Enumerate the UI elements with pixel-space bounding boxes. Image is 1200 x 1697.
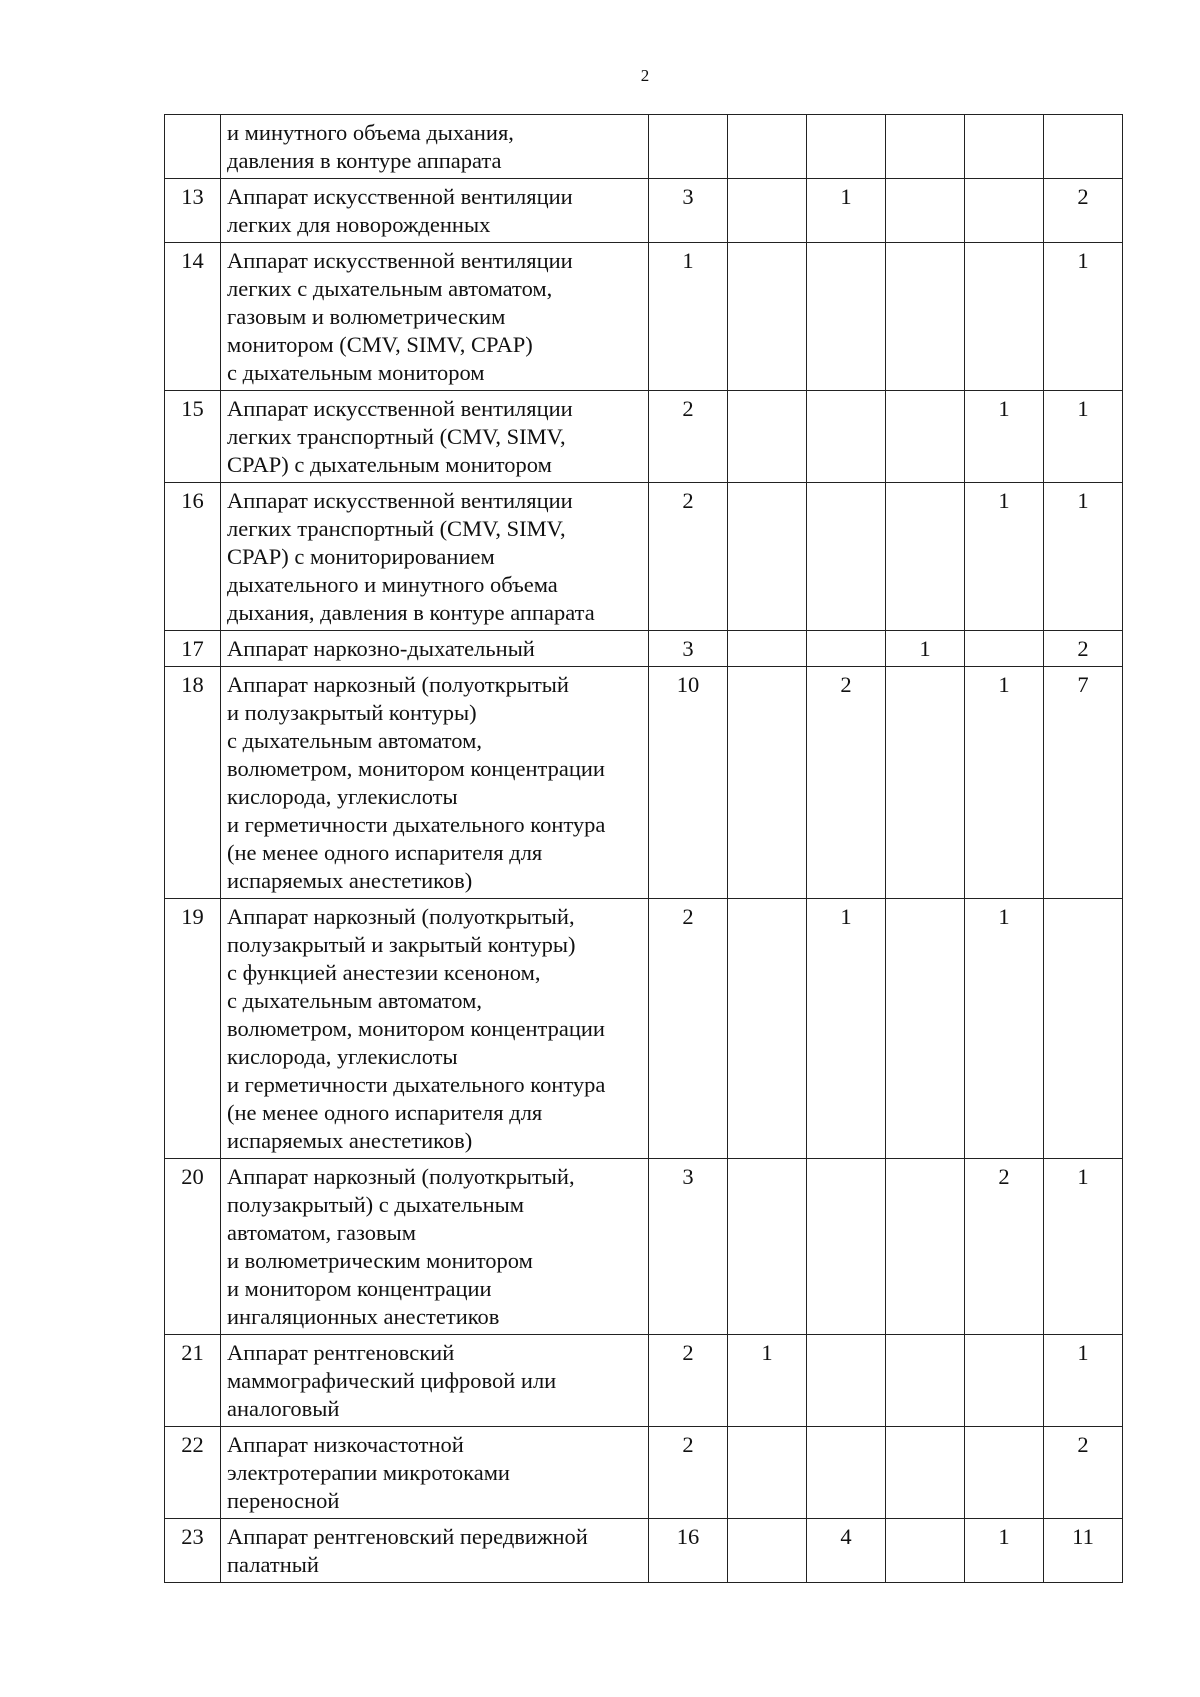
table-row <box>165 667 1123 899</box>
quantity-cell-5: 1 <box>965 899 1044 1159</box>
quantity-cell-3: 4 <box>807 1519 886 1583</box>
quantity-cell-2 <box>728 243 807 391</box>
quantity-cell-4 <box>886 115 965 179</box>
equipment-name: и минутного объема дыхания, давления в контуре аппарата <box>221 115 649 179</box>
row-number: 22 <box>165 1427 221 1519</box>
quantity-cell-3 <box>807 483 886 631</box>
quantity-cell-3 <box>807 631 886 667</box>
quantity-cell-3 <box>807 1159 886 1335</box>
quantity-cell-6: 1 <box>1044 1159 1123 1335</box>
quantity-cell-2 <box>728 115 807 179</box>
equipment-name: Аппарат наркозный (полуоткрытый и полузакрытый контуры) с дыхательным автоматом, волюметром, монитором концентрации кислорода, углекислоты и герметичности дыхательного контура (не менее одного испарителя для испаряемых анестетиков) <box>221 667 649 899</box>
table-row <box>165 483 1123 631</box>
quantity-cell-1: 3 <box>649 179 728 243</box>
quantity-cell-6: 2 <box>1044 631 1123 667</box>
quantity-cell-3 <box>807 1427 886 1519</box>
row-number: 13 <box>165 179 221 243</box>
row-number: 17 <box>165 631 221 667</box>
quantity-cell-5: 1 <box>965 483 1044 631</box>
quantity-cell-4 <box>886 483 965 631</box>
row-number: 19 <box>165 899 221 1159</box>
quantity-cell-4 <box>886 1519 965 1583</box>
table-row <box>165 391 1123 483</box>
equipment-table <box>164 114 1123 1583</box>
quantity-cell-4 <box>886 1159 965 1335</box>
quantity-cell-6: 11 <box>1044 1519 1123 1583</box>
quantity-cell-1: 16 <box>649 1519 728 1583</box>
quantity-cell-1: 2 <box>649 483 728 631</box>
row-number <box>165 115 221 179</box>
quantity-cell-6: 7 <box>1044 667 1123 899</box>
quantity-cell-6 <box>1044 115 1123 179</box>
quantity-cell-5 <box>965 115 1044 179</box>
table-row <box>165 1427 1123 1519</box>
table-row <box>165 1335 1123 1427</box>
equipment-name: Аппарат искусственной вентиляции легких транспортный (CMV, SIMV, CPAP) с мониторированием дыхательного и минутного объема дыхания, давления в контуре аппарата <box>221 483 649 631</box>
table-row <box>165 899 1123 1159</box>
quantity-cell-3 <box>807 1335 886 1427</box>
quantity-cell-3: 1 <box>807 899 886 1159</box>
quantity-cell-5 <box>965 1335 1044 1427</box>
quantity-cell-1: 2 <box>649 391 728 483</box>
quantity-cell-3 <box>807 115 886 179</box>
equipment-name: Аппарат искусственной вентиляции легких для новорожденных <box>221 179 649 243</box>
quantity-cell-4 <box>886 243 965 391</box>
quantity-cell-3 <box>807 243 886 391</box>
quantity-cell-4 <box>886 1427 965 1519</box>
quantity-cell-5 <box>965 1427 1044 1519</box>
quantity-cell-6: 1 <box>1044 391 1123 483</box>
quantity-cell-6: 1 <box>1044 1335 1123 1427</box>
equipment-name: Аппарат искусственной вентиляции легких транспортный (CMV, SIMV, CPAP) с дыхательным монитором <box>221 391 649 483</box>
row-number: 23 <box>165 1519 221 1583</box>
quantity-cell-2: 1 <box>728 1335 807 1427</box>
quantity-cell-6: 1 <box>1044 483 1123 631</box>
quantity-cell-4 <box>886 179 965 243</box>
row-number: 15 <box>165 391 221 483</box>
quantity-cell-3: 2 <box>807 667 886 899</box>
quantity-cell-1: 3 <box>649 631 728 667</box>
quantity-cell-6 <box>1044 899 1123 1159</box>
table-row <box>165 631 1123 667</box>
quantity-cell-2 <box>728 631 807 667</box>
table-row <box>165 179 1123 243</box>
quantity-cell-6: 2 <box>1044 1427 1123 1519</box>
equipment-name: Аппарат рентгеновский передвижной палатный <box>221 1519 649 1583</box>
quantity-cell-5: 2 <box>965 1159 1044 1335</box>
quantity-cell-5: 1 <box>965 391 1044 483</box>
quantity-cell-1 <box>649 115 728 179</box>
quantity-cell-5 <box>965 179 1044 243</box>
quantity-cell-1: 2 <box>649 899 728 1159</box>
quantity-cell-2 <box>728 1159 807 1335</box>
quantity-cell-1: 10 <box>649 667 728 899</box>
quantity-cell-5: 1 <box>965 667 1044 899</box>
quantity-cell-5 <box>965 243 1044 391</box>
row-number: 18 <box>165 667 221 899</box>
page-number: 2 <box>640 66 650 85</box>
table-row <box>165 1159 1123 1335</box>
quantity-cell-1: 2 <box>649 1335 728 1427</box>
quantity-cell-1: 3 <box>649 1159 728 1335</box>
row-number: 16 <box>165 483 221 631</box>
quantity-cell-6: 1 <box>1044 243 1123 391</box>
table-row <box>165 1519 1123 1583</box>
row-number: 20 <box>165 1159 221 1335</box>
quantity-cell-6: 2 <box>1044 179 1123 243</box>
quantity-cell-3 <box>807 391 886 483</box>
quantity-cell-4 <box>886 899 965 1159</box>
table-row <box>165 115 1123 179</box>
equipment-name: Аппарат искусственной вентиляции легких с дыхательным автоматом, газовым и волюметрическим монитором (CMV, SIMV, CPAP) с дыхательным монитором <box>221 243 649 391</box>
quantity-cell-3: 1 <box>807 179 886 243</box>
equipment-name: Аппарат низкочастотной электротерапии микротоками переносной <box>221 1427 649 1519</box>
quantity-cell-1: 1 <box>649 243 728 391</box>
equipment-name: Аппарат наркозно-дыхательный <box>221 631 649 667</box>
quantity-cell-4: 1 <box>886 631 965 667</box>
table-row <box>165 243 1123 391</box>
quantity-cell-2 <box>728 391 807 483</box>
quantity-cell-4 <box>886 1335 965 1427</box>
row-number: 21 <box>165 1335 221 1427</box>
quantity-cell-2 <box>728 1519 807 1583</box>
quantity-cell-5 <box>965 631 1044 667</box>
equipment-name: Аппарат наркозный (полуоткрытый, полузакрытый и закрытый контуры) с функцией анестезии ксеноном, с дыхательным автоматом, волюметром, монитором концентрации кислорода, углекислоты и герметичности дыхательного контура (не менее одного испарителя для испаряемых анестетиков) <box>221 899 649 1159</box>
quantity-cell-4 <box>886 667 965 899</box>
equipment-name: Аппарат рентгеновский маммографический цифровой или аналоговый <box>221 1335 649 1427</box>
quantity-cell-2 <box>728 179 807 243</box>
quantity-cell-2 <box>728 483 807 631</box>
quantity-cell-5: 1 <box>965 1519 1044 1583</box>
row-number: 14 <box>165 243 221 391</box>
quantity-cell-2 <box>728 667 807 899</box>
table-body <box>165 115 1123 1583</box>
quantity-cell-2 <box>728 1427 807 1519</box>
equipment-name: Аппарат наркозный (полуоткрытый, полузакрытый) с дыхательным автоматом, газовым и волюметрическим монитором и монитором концентрации ингаляционных анестетиков <box>221 1159 649 1335</box>
quantity-cell-1: 2 <box>649 1427 728 1519</box>
quantity-cell-2 <box>728 899 807 1159</box>
quantity-cell-4 <box>886 391 965 483</box>
